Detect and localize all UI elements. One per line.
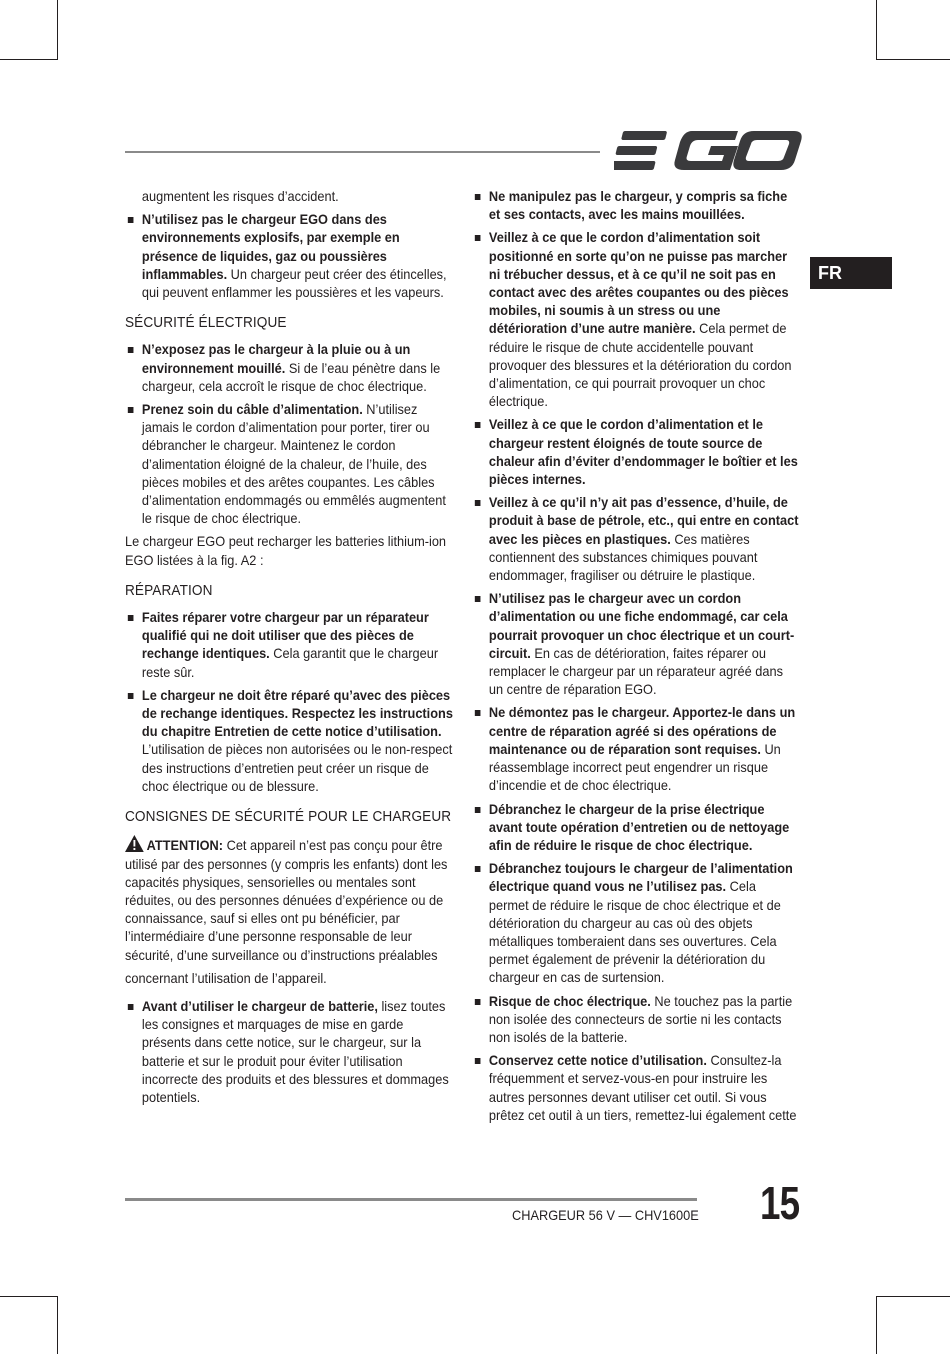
bullet-text: Ces matières contiennent des substances chimiques pouvant endommager, fragiliser ou détruire le plastique. bbox=[488, 531, 758, 584]
footer-model: CHARGEUR 56 V — CHV1600E bbox=[512, 1208, 699, 1223]
bullet-bold: N’exposez pas le chargeur à la pluie ou à un environnement mouillé. bbox=[141, 342, 411, 376]
bullet-icon bbox=[128, 217, 134, 223]
bullet-item bbox=[472, 188, 799, 224]
bullet-item bbox=[472, 416, 799, 489]
crop-mark bbox=[876, 59, 950, 60]
bullet-text: En cas de détérioration, faites réparer ou remplacer le chargeur par un réparateur agréé dans un centre de réparation EGO. bbox=[488, 645, 783, 698]
bullet-item bbox=[472, 1052, 799, 1125]
bullet-item bbox=[472, 229, 799, 411]
bullet-icon bbox=[475, 194, 481, 200]
bullet-bold: Veillez à ce que le cordon d’alimentation soit positionné en sorte qu’on ne puisse pas marcher ni trébucher dessus, et à ce qu’il ne soit pas en contact avec des arêtes coupantes ou des pièces mobiles, ni soumis à un stress ou une détérioration d’une autre manière. bbox=[488, 230, 789, 337]
bullet-text: Un réassemblage incorrect peut engendrer un risque d’incendie et de choc électrique. bbox=[488, 741, 781, 794]
bullet-item bbox=[472, 494, 799, 585]
bullet-explosive bbox=[125, 211, 454, 302]
bullet-icon bbox=[475, 710, 481, 716]
bullet-bold: Avant d’utiliser le chargeur de batterie, bbox=[141, 998, 378, 1014]
crop-mark bbox=[876, 1296, 877, 1354]
footer-rule bbox=[125, 1198, 697, 1201]
bullet-text: Cela permet de réduire le risque de chute accidentelle pouvant provoquer des blessures et la détérioration du cordon d’alimentation, ce qui pourrait provoquer un choc électrique. bbox=[488, 321, 792, 410]
bullet-item bbox=[472, 704, 799, 795]
bullet-icon bbox=[128, 407, 134, 413]
bullet-before-use bbox=[125, 998, 454, 1107]
bullet-text: L’utilisation de pièces non autorisées ou le non-respect des instructions d’entretien peut créer un risque de choc électrique ou de blessure. bbox=[141, 742, 453, 794]
bullet-icon bbox=[475, 1058, 481, 1064]
right-column bbox=[472, 188, 799, 1130]
bullet-item bbox=[472, 801, 799, 856]
bullet-cable bbox=[125, 401, 454, 528]
language-tab: FR bbox=[810, 257, 892, 289]
bullet-icon bbox=[475, 999, 481, 1005]
bullet-rain bbox=[125, 341, 454, 396]
bullet-text: Si de l’eau pénètre dans le chargeur, cela accroît le risque de choc électrique. bbox=[141, 360, 441, 394]
attention-paragraph bbox=[125, 835, 454, 964]
bullet-bold: Faites réparer votre chargeur par un réparateur qualifié qui ne doit utiliser que des pièces de rechange identiques. bbox=[141, 610, 429, 662]
bullet-repair-parts bbox=[125, 687, 454, 796]
bullet-repair-qualified bbox=[125, 609, 454, 682]
bullet-item bbox=[472, 993, 799, 1048]
bullet-icon bbox=[475, 422, 481, 428]
bullet-bold: Débranchez toujours le chargeur de l’alimentation électrique quand vous ne l’utilisez pas. bbox=[488, 861, 793, 895]
bullet-bold: Débranchez le chargeur de la prise électrique avant toute opération d’entretien ou de nettoyage afin de réduire le risque de choc électrique. bbox=[488, 801, 790, 853]
bullet-bold: Conservez cette notice d’utilisation. bbox=[488, 1053, 707, 1069]
header-rule bbox=[125, 151, 600, 153]
bullet-bold: N’utilisez pas le chargeur avec un cordon d’alimentation ou une fiche endommagé, car cela pourrait provoquer un choc électrique et un court-circuit. bbox=[488, 591, 795, 661]
bullet-bold: Veillez à ce qu’il n’y ait pas d’essence, d’huile, de produit à base de pétrole, etc., qui entre en contact avec les pièces en plastiques. bbox=[488, 495, 799, 547]
bullet-icon bbox=[475, 500, 481, 506]
crop-mark bbox=[876, 0, 877, 60]
bullet-text: Consultez-la fréquemment et servez-vous-en pour instruire les autres personnes devant utiliser cet outil. Si vous prêtez cet outil à un tiers, remettez-lui également cette bbox=[488, 1053, 797, 1123]
heading-electric-safety: SÉCURITÉ ÉLECTRIQUE bbox=[125, 315, 287, 332]
bullet-icon bbox=[128, 347, 134, 353]
crop-mark bbox=[0, 1296, 58, 1297]
bullet-bold: N’utilisez pas le chargeur EGO dans des environnements explosifs, par exemple en présence de liquides, gaz ou poussières inflammables. bbox=[141, 212, 400, 282]
bullet-bold: Ne démontez pas le chargeur. Apportez-le dans un centre de réparation agréé si des opérations de maintenance ou de réparation sont requises. bbox=[488, 705, 796, 757]
bullet-bold: Le chargeur ne doit être réparé qu’avec des pièces de rechange identiques. Respectez les instructions du chapitre Entretien de cette notice d’utilisation. bbox=[141, 687, 453, 740]
bullet-text: Cela permet de réduire le risque de choc électrique et de détérioration du chargeur au cas où des objets métalliques tomberaient dans ses ouvertures. Cela permet également de prévenir la détérioration du chargeur en cas de surtension. bbox=[488, 879, 781, 986]
bullet-item bbox=[472, 860, 799, 987]
crop-mark bbox=[57, 0, 58, 60]
bullet-text: Un chargeur peut créer des étincelles, qui peuvent enflammer les poussières et les vapeurs. bbox=[141, 266, 447, 301]
bullet-text: lisez toutes les consignes et marquages de mise en garde présents dans cette notice, sur le chargeur, sur la batterie et sur le produit pour éviter l’utilisation incorrecte des produits et des blessures et dommages potentiels. bbox=[141, 998, 449, 1105]
page-number: 15 bbox=[760, 1177, 800, 1229]
bullet-icon bbox=[128, 615, 134, 621]
attention-text: Cet appareil n’est pas conçu pour être utilisé par des personnes (y compris les enfants) dont les capacités physiques, sensorielles ou mentales sont réduites, ou des personnes dénuées d’expérience ou de connaissance, sauf si elles ont pu bénéficier, par l’intermédiaire d’une personne responsable de leur sécurité, d’une surveillance ou d’instructions préalables bbox=[125, 838, 448, 963]
bullet-icon bbox=[128, 693, 134, 699]
heading-repair: RÉPARATION bbox=[125, 582, 213, 599]
bullet-text: Ne touchez pas la partie non isolée des connecteurs de sortie ni les contacts non isolés de la batterie. bbox=[488, 993, 793, 1045]
left-column bbox=[125, 188, 454, 1112]
bullet-item bbox=[472, 590, 799, 699]
bullet-icon bbox=[475, 235, 481, 241]
bullet-bold: Ne manipulez pas le chargeur, y compris sa fiche et ses contacts, avec les mains mouillées. bbox=[488, 189, 788, 223]
bullet-icon bbox=[128, 1004, 134, 1010]
batteries-text: Le chargeur EGO peut recharger les batteries lithium-ion EGO listées à la fig. A2 : bbox=[125, 534, 447, 568]
crop-mark bbox=[876, 1296, 950, 1297]
bullet-text: N’utilisez jamais le cordon d’alimentation pour porter, tirer ou débrancher le chargeur. Maintenez le cordon d’alimentation éloigné de la chaleur, de l’huile, des pièces mobiles et des arêtes coupantes. Les câbles d’alimentation endommagés ou emmêlés augmentent le risque de choc électrique. bbox=[141, 402, 446, 527]
crop-mark bbox=[0, 59, 58, 60]
ego-logo bbox=[614, 128, 802, 174]
intro-text: augmentent les risques d’accident. bbox=[141, 189, 339, 204]
bullet-icon bbox=[475, 866, 481, 872]
heading-charger-safety: CONSIGNES DE SÉCURITÉ POUR LE CHARGEUR bbox=[125, 809, 452, 826]
attention-end: concernant l’utilisation de l’appareil. bbox=[125, 970, 327, 986]
bullet-bold: Prenez soin du câble d’alimentation. bbox=[141, 402, 363, 418]
crop-mark bbox=[57, 1296, 58, 1354]
warning-icon bbox=[125, 835, 144, 852]
bullet-icon bbox=[475, 807, 481, 813]
bullet-bold: Risque de choc électrique. bbox=[488, 993, 651, 1009]
attention-label: ATTENTION: bbox=[146, 838, 224, 854]
bullet-text: Cela garantit que le chargeur reste sûr. bbox=[141, 646, 439, 680]
bullet-icon bbox=[475, 596, 481, 602]
bullet-bold: Veillez à ce que le cordon d’alimentation et le chargeur restent éloignés de toute source de chaleur afin d’éviter d’endommager le boîtier et les pièces internes. bbox=[488, 417, 798, 488]
